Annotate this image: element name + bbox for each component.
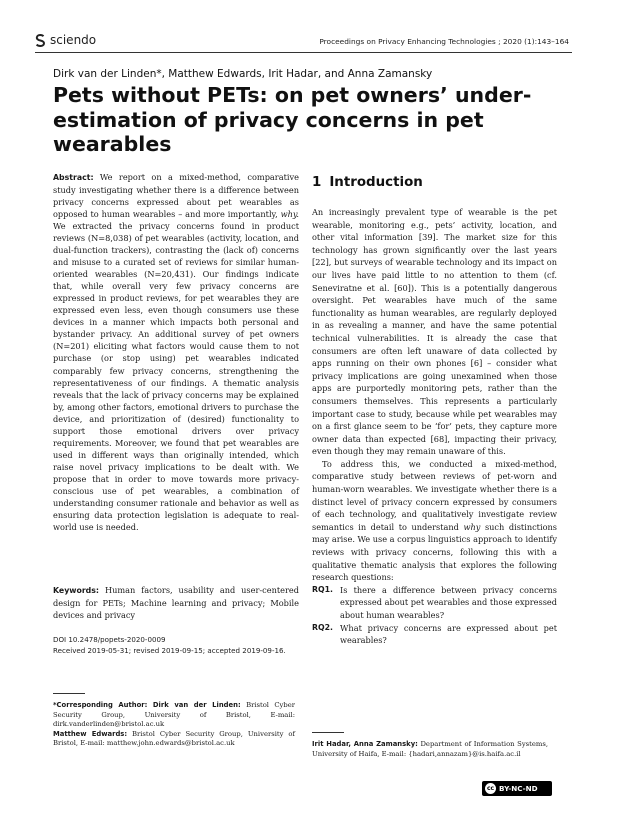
rq2-text: What privacy concerns are expressed about pet wearables? — [340, 622, 557, 646]
introduction-body — [312, 206, 557, 647]
publisher-name: sciendo — [50, 33, 97, 47]
keywords-label: Keywords: — [53, 586, 100, 595]
footnotes-right — [312, 740, 548, 759]
received-dates: Received 2019-05-31; revised 2019-09-15; accepted 2019-09-16. — [53, 646, 286, 655]
rq1-label: RQ1. — [312, 584, 334, 594]
abstract-label: Abstract: — [53, 173, 94, 182]
paper-title: Pets without PETs: on pet owners’ under-estimation of privacy concerns in pet wearables — [53, 83, 532, 156]
footnote-corresponding-label: *Corresponding Author: Dirk van der Linden: — [53, 701, 241, 709]
publisher-logo — [35, 33, 96, 47]
section-number: 1 — [312, 175, 322, 190]
rq1-text: Is there a difference between privacy concerns expressed about pet wearables and those expressed about human wearables? — [340, 584, 557, 620]
abstract — [53, 171, 299, 533]
section-title: Introduction — [329, 175, 423, 190]
footnote-hadar-label: Irit Hadar, Anna Zamansky: — [312, 740, 418, 748]
footnote-edwards-label: Matthew Edwards: — [53, 729, 128, 738]
publication-info — [53, 634, 286, 656]
abstract-text-2: We extracted the privacy concerns found in product reviews (N=8,038) of pet wearables (activity, location, and dual-function trackers), contrasting the (lack of) concerns and misuse to a curated set of reviews for similar human-oriented wearables (N=20,431). Our findings indicate that, while overall very few privacy concerns are expressed in product reviews, for pet wearables they are expressed even less, even though consumers use these devices in a manner which impacts both personal and bystander privacy. An additional survey of pet owners (N=201) eliciting what factors would cause them to not purchase (or stop using) pet wearables indicated comparably few privacy concerns, strengthening the representativeness of our findings. A thematic analysis reveals that the lack of privacy concerns may be explained by, among other factors, emotional drivers to purchase the device, and prioritization of (desired) functionality to support those emotional drivers over privacy requirements. Moreover, we found that pet wearables are used in different ways than originally intended, which raise novel privacy implications to be dealt with. We propose that in order to move towards more privacy-conscious use of pet wearables, a combination of understanding consumer rationale and behavior as well as ensuring data protection legislation is adequate to real-world use is needed. — [53, 221, 299, 532]
footnote-corresponding-text: Bristol Cyber Security Group, University of Bristol, E-mail: dirk.vanderlinden@bristol.ac.uk — [53, 701, 296, 728]
footnotes-left — [53, 701, 295, 749]
sciendo-logo-icon — [35, 34, 46, 47]
journal-header: Proceedings on Privacy Enhancing Technologies ; 2020 (1):143–164 — [319, 37, 569, 46]
footnote-rule-right — [312, 732, 344, 733]
creative-commons-icon: cc — [486, 785, 495, 792]
abstract-text-1: We report on a mixed-method, comparative study investigating whether there is a difference between privacy concerns expressed about pet wearables as opposed to human wearables – and more importantly, — [53, 172, 299, 220]
license-text: BY-NC-ND — [499, 784, 538, 793]
intro-paragraph-2-why: why — [463, 521, 481, 532]
rq2-label: RQ2. — [312, 622, 334, 632]
author-list: Dirk van der Linden*, Matthew Edwards, Irit Hadar, and Anna Zamansky — [53, 68, 433, 80]
intro-paragraph-2 — [312, 458, 557, 584]
footnote-rule-left — [53, 693, 85, 694]
research-question-1 — [312, 584, 557, 622]
intro-paragraph-2-a: To address this, we conducted a mixed-method, comparative study between reviews of pet-worn and human-worn wearables. We investigate whether there is a distinct level of privacy concern expressed by consumers of each technology, and qualitatively investigate review semantics in detail to understand — [312, 458, 557, 532]
footnote-hadar-text: Department of Information Systems, University of Haifa, E-mail: {hadari,annazam}@is.haifa.ac.il — [312, 740, 548, 758]
intro-paragraph-1: An increasingly prevalent type of wearable is the pet wearable, monitoring e.g., pets’ activity, location, and other vital information [39]. The market size for this technology has grown significantly over the last years [22], but surveys of wearable technology and its impact on our lives have paid little to no attention to them (cf. Seneviratne et al. [60]). This is a potentially dangerous oversight. Pet wearables have much of the same functionality as human wearables, are regularly deployed in as revealing a manner, and have the same potential technical vulnerabilities. It is already the case that consumers are often left unaware of data collected by apps running on their own phones [6] – consider what privacy implications are going unexamined when those apps are purportedly monitoring pets, rather than the consumers themselves. This represents a particularly important case to study, because while pet wearables may on a first glance seem to be ‘for’ pets, they capture more owner data than expected [68], impacting their privacy, even though they may remain unaware of this. — [312, 207, 557, 457]
abstract-why: why. — [280, 209, 299, 220]
license-badge[interactable] — [482, 781, 552, 796]
doi: DOI 10.2478/popets-2020-0009 — [53, 635, 166, 644]
footnote-edwards-text: Bristol Cyber Security Group, University of Bristol, E-mail: matthew.john.edwards@bristol.ac.uk — [53, 729, 295, 747]
section-heading — [312, 175, 423, 190]
intro-paragraph-2-b: such distinctions may arise. We use a corpus linguistics approach to identify reviews with privacy concerns, following this with a qualitative thematic analysis that explores the following research questions: — [312, 521, 557, 583]
research-question-2 — [312, 622, 557, 647]
keywords-text: Human factors, usability and user-centered design for PETs; Machine learning and privacy; Mobile devices and privacy — [53, 585, 299, 620]
header-divider — [35, 52, 572, 53]
keywords — [53, 584, 299, 621]
